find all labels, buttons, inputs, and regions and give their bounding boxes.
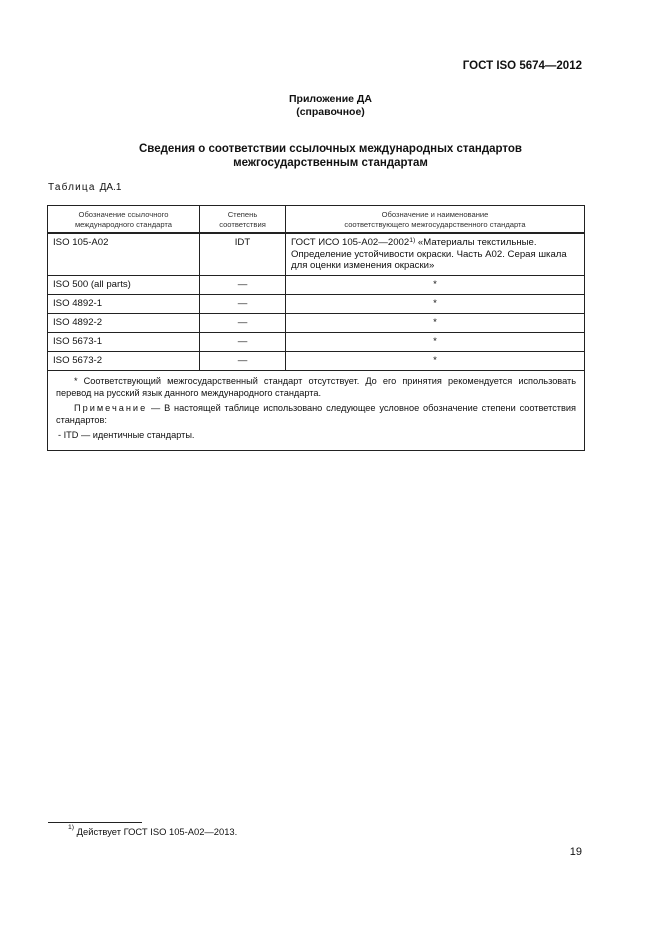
table-caption bbox=[48, 182, 121, 193]
cell-degree: — bbox=[200, 276, 286, 295]
footnote-marker: 1) bbox=[68, 824, 75, 831]
table-row bbox=[48, 276, 585, 295]
table-caption-label: Таблица bbox=[48, 182, 96, 193]
section-title-line1: Сведения о соответствии ссылочных международных стандартов bbox=[138, 143, 522, 155]
note-text: — В настоящей таблице использовано следующее условное обозначение степени соответствия стандартов: bbox=[56, 403, 576, 425]
document-code: ГОСТ ISO 5674—2012 bbox=[462, 60, 582, 72]
table-row bbox=[48, 233, 585, 276]
section-title-line2: межгосударственным стандартам bbox=[233, 157, 428, 169]
column-header-line: соответствующего межгосударственного стандарта bbox=[344, 219, 526, 229]
table-header-row bbox=[48, 206, 585, 234]
table-row bbox=[48, 333, 585, 352]
cell-degree: — bbox=[200, 295, 286, 314]
asterisk-note: * Соответствующий межгосударственный стандарт отсутствует. До его принятия рекомендуется использовать перевод на русский язык данного международного стандарта. bbox=[56, 376, 576, 398]
table-caption-number: ДА.1 bbox=[99, 182, 122, 193]
column-header-line: международного стандарта bbox=[74, 219, 173, 229]
cell-gost bbox=[286, 233, 585, 276]
cell-standard: ISO 5673-2 bbox=[48, 352, 200, 371]
cell-gost: * bbox=[286, 276, 585, 295]
cell-standard: ISO 500 (all parts) bbox=[48, 276, 200, 295]
cell-degree: IDT bbox=[200, 233, 286, 276]
table-row bbox=[48, 314, 585, 333]
note-label: Примечание bbox=[74, 403, 148, 413]
cell-gost: * bbox=[286, 352, 585, 371]
annex-title: Приложение ДА bbox=[289, 93, 372, 105]
column-header-line: соответствия bbox=[219, 219, 266, 229]
cell-standard: ISO 4892-1 bbox=[48, 295, 200, 314]
footnote-text: Действует ГОСТ ISO 105-A02—2013. bbox=[74, 826, 238, 837]
table-footer-row bbox=[48, 371, 585, 451]
column-header-line: Степень bbox=[227, 209, 258, 219]
table-notes bbox=[48, 371, 585, 451]
gost-designation: ГОСТ ИСО 105-А02—2002 bbox=[291, 237, 410, 248]
column-header-reference-standard bbox=[48, 206, 200, 234]
page-footnote bbox=[68, 826, 237, 837]
note-item: - ITD — идентичные стандарты. bbox=[58, 430, 195, 440]
cell-gost: * bbox=[286, 333, 585, 352]
annex-heading bbox=[0, 93, 661, 119]
gost-title: «Материалы текстильные. Определение устойчивости окраски. Часть А02. Серая шкала для оценки изменения окраски» bbox=[291, 237, 567, 271]
cell-standard: ISO 105-A02 bbox=[48, 233, 200, 276]
cell-degree: — bbox=[200, 314, 286, 333]
cell-standard: ISO 4892-2 bbox=[48, 314, 200, 333]
footnote-reference: 1) bbox=[409, 237, 416, 244]
cell-standard: ISO 5673-1 bbox=[48, 333, 200, 352]
reference-standards-table bbox=[47, 205, 585, 451]
footnote-divider bbox=[48, 822, 142, 823]
page-number: 19 bbox=[569, 846, 582, 858]
annex-subtitle: (справочное) bbox=[296, 106, 365, 118]
section-title bbox=[0, 142, 661, 170]
column-header-degree bbox=[200, 206, 286, 234]
column-header-line: Обозначение ссылочного bbox=[78, 209, 169, 219]
cell-gost: * bbox=[286, 314, 585, 333]
cell-degree: — bbox=[200, 352, 286, 371]
table-note bbox=[56, 403, 576, 426]
cell-gost: * bbox=[286, 295, 585, 314]
table-row bbox=[48, 295, 585, 314]
table-row bbox=[48, 352, 585, 371]
cell-degree: — bbox=[200, 333, 286, 352]
column-header-line: Обозначение и наименование bbox=[381, 209, 489, 219]
column-header-interstate-standard bbox=[286, 206, 585, 234]
